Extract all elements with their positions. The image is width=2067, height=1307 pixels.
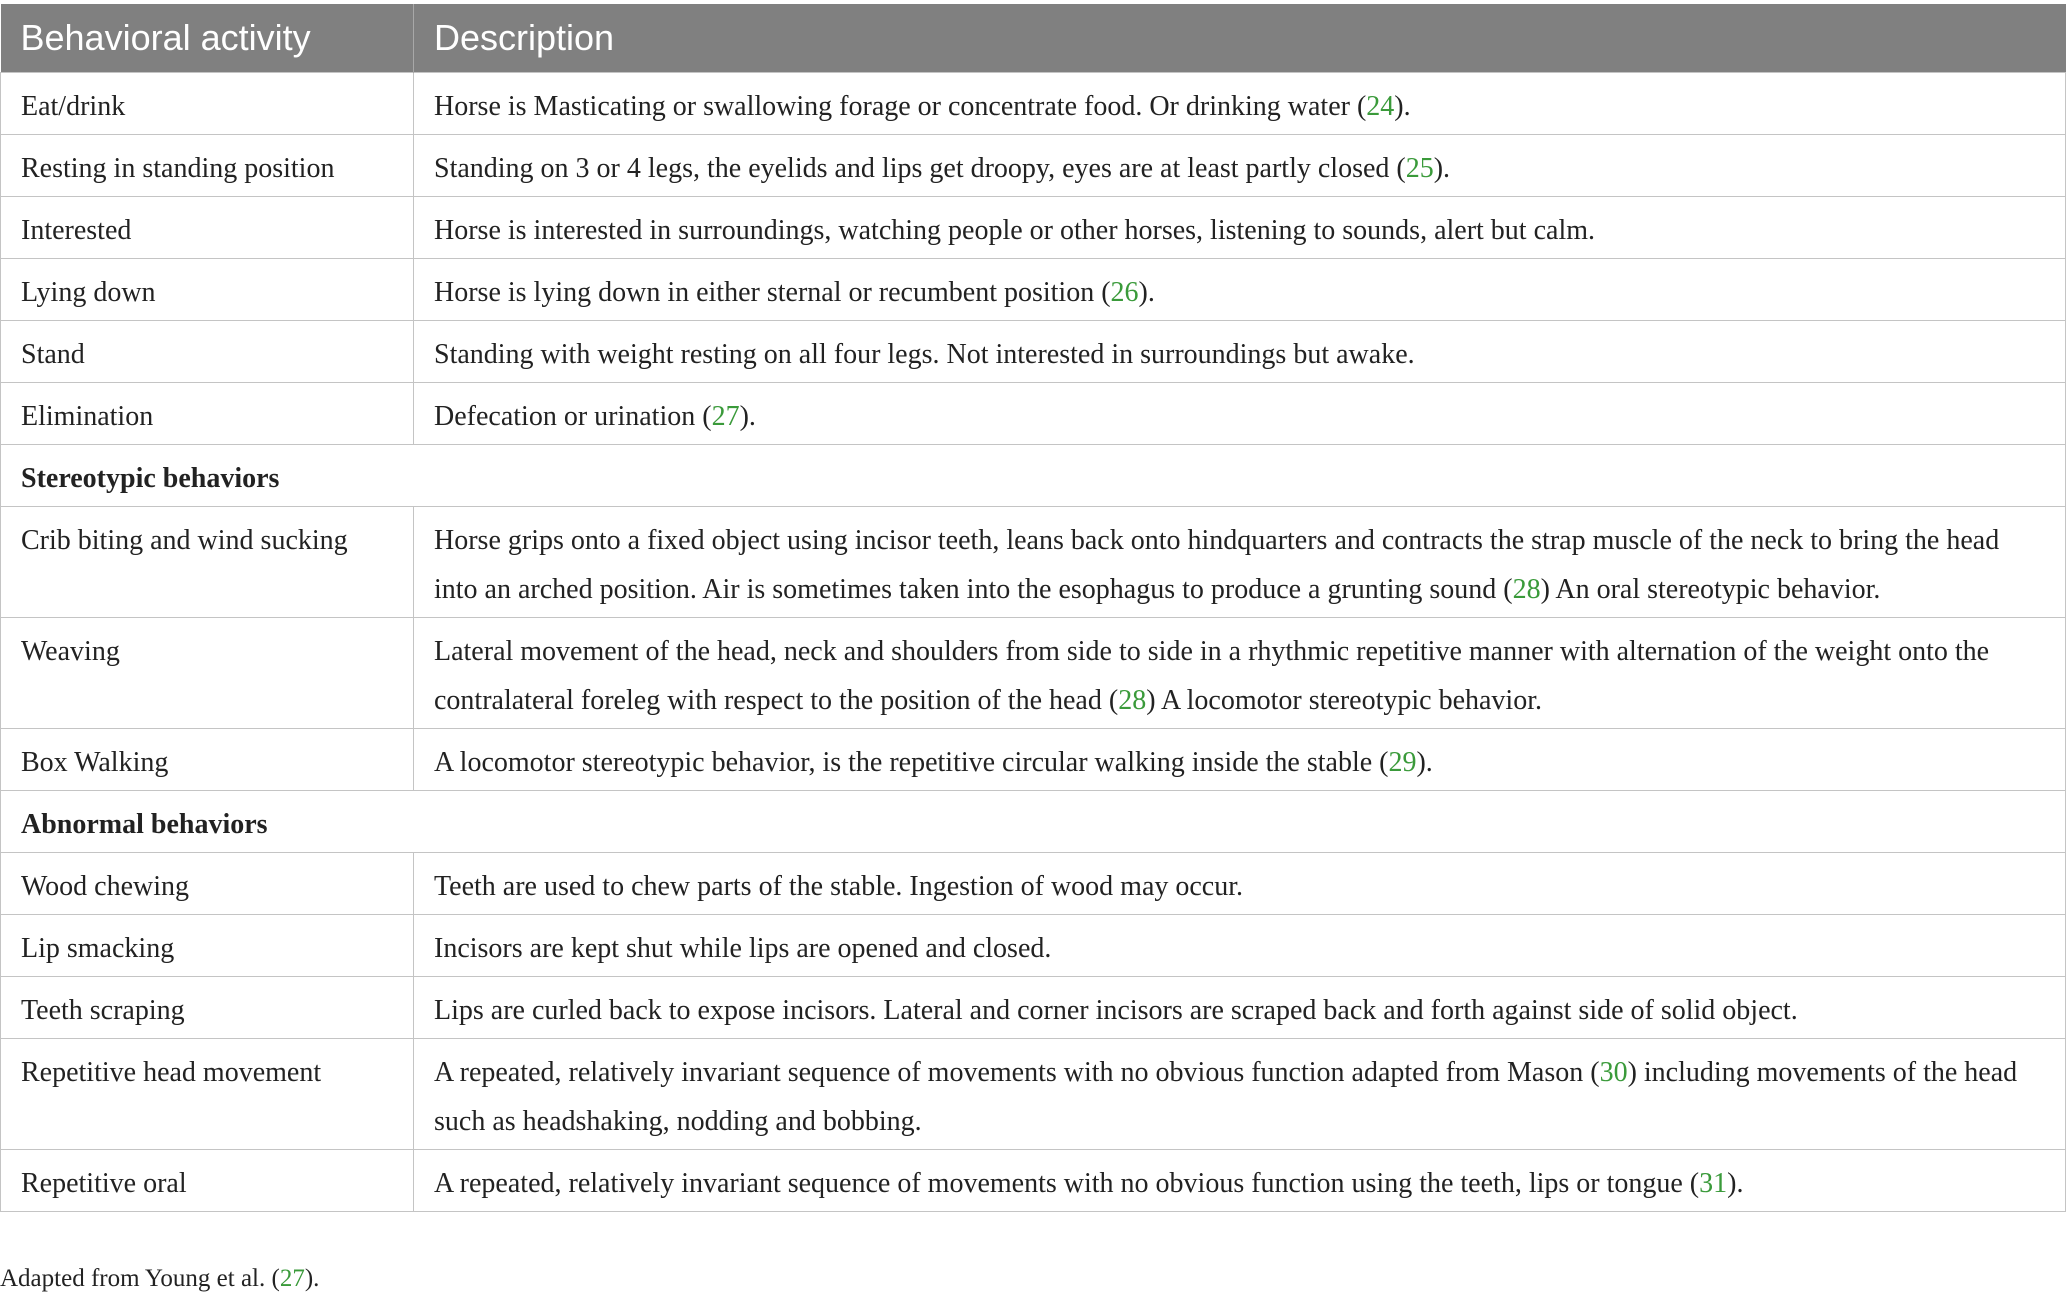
description-cell — [414, 729, 2066, 791]
description-cell — [414, 977, 2066, 1039]
description-cell — [414, 853, 2066, 915]
behavior-table — [0, 4, 2066, 1212]
section-row — [1, 445, 2066, 507]
description-text: ) A locomotor stereotypic behavior. — [1146, 685, 1542, 716]
table-row — [1, 915, 2066, 977]
reference-link[interactable]: 25 — [1405, 153, 1434, 184]
description-cell — [414, 383, 2066, 445]
table-row — [1, 729, 2066, 791]
activity-cell: Lip smacking — [1, 915, 414, 977]
activity-cell: Repetitive head movement — [1, 1039, 414, 1150]
table-row — [1, 321, 2066, 383]
reference-link[interactable]: 28 — [1118, 685, 1147, 716]
description-text: ). — [1394, 91, 1411, 122]
reference-link[interactable]: 28 — [1512, 574, 1541, 605]
activity-cell: Stand — [1, 321, 414, 383]
description-text: ). — [1433, 153, 1451, 184]
description-text: Horse is lying down in either sternal or recumbent position ( — [434, 277, 1111, 308]
table-row — [1, 1150, 2066, 1212]
activity-cell: Eat/drink — [1, 73, 414, 135]
table-row — [1, 1039, 2066, 1150]
activity-cell: Crib biting and wind sucking — [1, 507, 414, 618]
reference-link[interactable]: 24 — [1366, 91, 1395, 122]
table-row — [1, 507, 2066, 618]
activity-cell: Resting in standing position — [1, 135, 414, 197]
description-text: ) including movements of the head such as headshaking, nodding and bobbing. — [434, 1057, 2018, 1137]
table-body — [1, 73, 2066, 1212]
reference-link[interactable]: 29 — [1388, 747, 1417, 778]
section-heading: Stereotypic behaviors — [1, 445, 2066, 507]
description-cell — [414, 135, 2066, 197]
table-row — [1, 383, 2066, 445]
table-row — [1, 197, 2066, 259]
activity-cell: Repetitive oral — [1, 1150, 414, 1212]
reference-link[interactable]: 30 — [1599, 1057, 1628, 1088]
table-row — [1, 73, 2066, 135]
table-row — [1, 977, 2066, 1039]
description-text: Horse is interested in surroundings, watching people or other horses, listening to sounds, alert but calm. — [434, 215, 1596, 246]
activity-cell: Lying down — [1, 259, 414, 321]
column-header-activity: Behavioral activity — [1, 4, 414, 73]
description-text: Horse is Masticating or swallowing forage or concentrate food. Or drinking water ( — [434, 91, 1367, 122]
description-cell — [414, 321, 2066, 383]
description-cell — [414, 1150, 2066, 1212]
description-text: Lips are curled back to expose incisors. Lateral and corner incisors are scraped back and forth against side of solid object. — [434, 995, 1798, 1026]
description-text: ) An oral stereotypic behavior. — [1540, 574, 1881, 605]
activity-cell: Interested — [1, 197, 414, 259]
description-cell — [414, 197, 2066, 259]
description-text: A repeated, relatively invariant sequence of movements with no obvious function adapted from Mason ( — [434, 1057, 1600, 1088]
column-header-description: Description — [414, 4, 2066, 73]
description-text: Defecation or urination ( — [434, 401, 712, 432]
description-cell — [414, 507, 2066, 618]
footnote-text: Adapted from Young et al. ( — [0, 1265, 280, 1292]
reference-link[interactable]: 27 — [711, 401, 740, 432]
description-text: Standing on 3 or 4 legs, the eyelids and lips get droopy, eyes are at least partly closed ( — [434, 153, 1406, 184]
description-text: ). — [739, 401, 756, 432]
section-row — [1, 791, 2066, 853]
activity-cell: Wood chewing — [1, 853, 414, 915]
activity-cell: Teeth scraping — [1, 977, 414, 1039]
description-text: ). — [1416, 747, 1433, 778]
description-cell — [414, 73, 2066, 135]
description-cell — [414, 259, 2066, 321]
table-row — [1, 853, 2066, 915]
description-text: Horse grips onto a fixed object using incisor teeth, leans back onto hindquarters and contracts the strap muscle of the neck to bring the head into an arched position. Air is sometimes taken into the esophagus to produce a grunting sound ( — [434, 525, 2000, 605]
description-cell — [414, 915, 2066, 977]
description-text: A repeated, relatively invariant sequence of movements with no obvious function using the teeth, lips or tongue ( — [434, 1168, 1700, 1199]
description-text: Incisors are kept shut while lips are opened and closed. — [434, 933, 1052, 964]
description-text: Standing with weight resting on all four legs. Not interested in surroundings but awake. — [434, 339, 1415, 370]
description-cell — [414, 1039, 2066, 1150]
description-text: Lateral movement of the head, neck and shoulders from side to side in a rhythmic repetitive manner with alternation of the weight onto the contralateral foreleg with respect to the position of the head ( — [434, 636, 1990, 716]
footnote-text: ). — [304, 1265, 320, 1292]
activity-cell: Weaving — [1, 618, 414, 729]
activity-cell: Elimination — [1, 383, 414, 445]
table-header-row — [1, 4, 2066, 73]
table-row — [1, 259, 2066, 321]
table-row — [1, 135, 2066, 197]
description-cell — [414, 618, 2066, 729]
section-heading: Abnormal behaviors — [1, 791, 2066, 853]
table-row — [1, 618, 2066, 729]
reference-link[interactable]: 26 — [1110, 277, 1139, 308]
activity-cell: Box Walking — [1, 729, 414, 791]
reference-link[interactable]: 27 — [279, 1265, 305, 1292]
description-text: ). — [1727, 1168, 1744, 1199]
description-text: Teeth are used to chew parts of the stable. Ingestion of wood may occur. — [434, 871, 1244, 902]
description-text: A locomotor stereotypic behavior, is the repetitive circular walking inside the stable ( — [434, 747, 1389, 778]
reference-link[interactable]: 31 — [1699, 1168, 1728, 1199]
table-footnote — [0, 1265, 319, 1293]
description-text: ). — [1138, 277, 1155, 308]
